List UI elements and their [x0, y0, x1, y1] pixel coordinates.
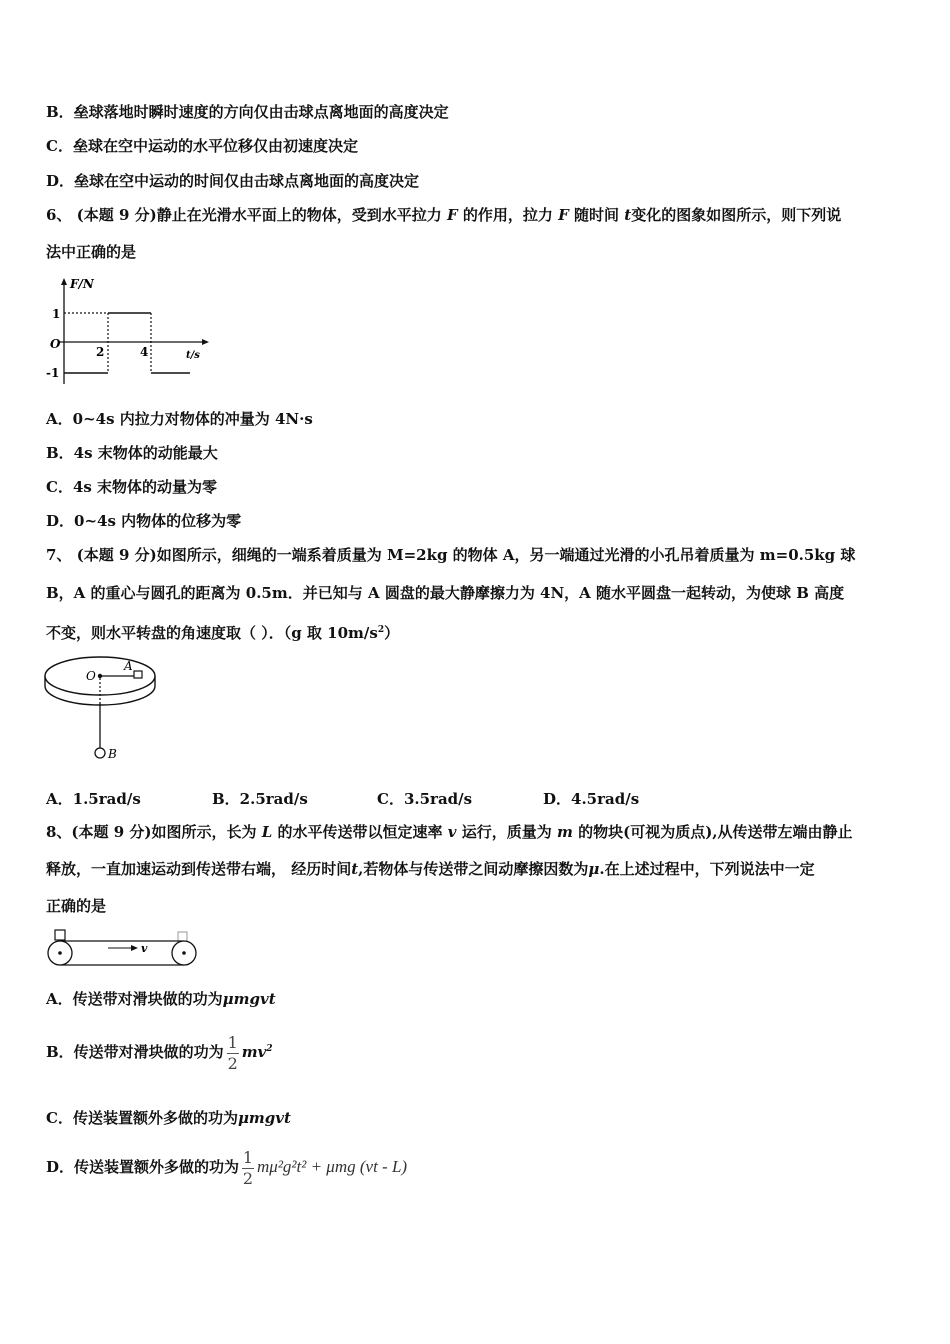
q7-option-c: C．3.5rad/s	[377, 790, 473, 808]
q6-stem-mid1: 的作用，拉力	[462, 206, 553, 224]
q6-var-f2: F	[558, 206, 569, 224]
q8-option-b-fraction	[227, 1033, 239, 1074]
q7-option-b: B．2.5rad/s	[212, 790, 308, 808]
q6-graph-x-arrow	[202, 339, 209, 345]
q6-option-c: C．4s 末物体的动量为零	[46, 478, 218, 496]
q6-graph-origin: O	[50, 337, 61, 351]
q8-stem-l2c: .在上述过程中，下列说法中一定	[599, 860, 815, 878]
q6-graph-y-neg: -1	[46, 366, 60, 380]
q8-option-c-expr: μmgvt	[237, 1109, 291, 1127]
q8-stem-line1	[46, 822, 853, 842]
q8-velocity-label: v	[141, 942, 148, 955]
q8-option-d-fraction	[242, 1148, 254, 1189]
q6-var-f: F	[446, 206, 458, 224]
q8-option-b-text: B．传送带对滑块做的功为	[46, 1043, 224, 1061]
q8-option-c-text: C．传送装置额外多做的功为	[46, 1109, 238, 1127]
q6-graph-xlabel: t/s	[186, 350, 200, 361]
q8-option-d-expr: mμ²g²t² + μmg (vt - L)	[257, 1157, 408, 1176]
q6-force-time-graph	[44, 276, 214, 388]
q8-conveyor-figure	[44, 928, 198, 968]
q8-option-d-den: 2	[242, 1168, 254, 1188]
q7-ball-b	[95, 748, 105, 758]
q8-axle-left	[58, 951, 62, 955]
q6-graph-y-arrow	[61, 278, 67, 285]
q8-stem-l1c: 运行，质量为	[461, 823, 552, 841]
q8-option-a-text: A．传送带对滑块做的功为	[46, 990, 223, 1008]
q6-graph-x-tick1: 2	[96, 345, 105, 359]
q8-option-c	[46, 1108, 291, 1128]
q6-stem-mid2: 随时间	[574, 206, 620, 224]
q7-stem-sup: 2	[377, 625, 385, 635]
q5-option-d: D．垒球在空中运动的时间仅由击球点离地面的高度决定	[46, 172, 420, 190]
q5-option-b: B．垒球落地时瞬时速度的方向仅由击球点离地面的高度决定	[46, 103, 449, 121]
q7-block-a	[134, 671, 142, 678]
q8-option-a	[46, 989, 276, 1009]
q8-axle-right	[182, 951, 186, 955]
q5-option-c: C．垒球在空中运动的水平位移仅由初速度决定	[46, 137, 358, 155]
q8-option-b-den: 2	[227, 1053, 238, 1073]
q7-stem-line1: 7、 (本题 9 分)如图所示，细绳的一端系着质量为 M=2kg 的物体 A，另一端通过光滑的小孔吊着质量为 m=0.5kg 球	[46, 546, 856, 564]
q6-var-t: t	[624, 206, 632, 224]
q7-label-o: O	[86, 669, 96, 683]
q8-var-v: v	[447, 823, 457, 841]
q6-option-d: D．0~4s 内物体的位移为零	[46, 512, 242, 530]
q8-option-b	[46, 1027, 273, 1071]
q8-option-d-text: D．传送装置额外多做的功为	[46, 1158, 240, 1176]
q7-label-a: A	[124, 659, 133, 673]
q7-stem-line3-pre: 不变，则水平转盘的角速度取（ ）．（g 取 10m/s	[46, 624, 378, 642]
q8-var-t: t	[351, 860, 359, 878]
q6-stem-line1	[46, 205, 841, 225]
q8-option-d	[46, 1145, 407, 1189]
q8-stem-l1a: 8、(本题 9 分)如图所示，长为	[46, 823, 257, 841]
q8-var-mu: μ	[588, 860, 600, 878]
q8-stem-line3: 正确的是	[46, 897, 107, 915]
q8-stem-l2b: ,若物体与传送带之间动摩擦因数为	[358, 860, 589, 878]
q8-var-m: m	[556, 823, 573, 841]
q6-stem-line2: 法中正确的是	[46, 243, 137, 261]
q6-graph-y-pos: 1	[52, 307, 61, 321]
q6-stem-pre: 6、 (本题 9 分)静止在光滑水平面上的物体，受到水平拉力	[46, 206, 442, 224]
q7-stem-line3-post: ）	[384, 624, 400, 642]
q7-label-b: B	[108, 747, 117, 761]
q6-option-b: B．4s 末物体的动能最大	[46, 444, 218, 462]
q8-block-right	[178, 932, 187, 941]
q7-option-a: A．1.5rad/s	[46, 790, 141, 808]
q8-option-b-sup: 2	[266, 1044, 273, 1054]
q8-stem-l2a: 释放，一直加速运动到传送带右端， 经历时间	[46, 860, 352, 878]
q7-turntable-figure	[42, 650, 160, 764]
q7-stem-line2: B，A 的重心与圆孔的距离为 0.5m．并已知与 A 圆盘的最大静摩擦力为 4N，A 随水平圆盘一起转动，为使球 B 高度	[46, 584, 845, 602]
q7-stem-line3	[46, 620, 399, 643]
q8-stem-l1d: 的物块(可视为质点),从传送带左端由静止	[578, 823, 853, 841]
q8-option-b-num: 1	[227, 1032, 238, 1052]
q6-graph-x-tick2: 4	[140, 345, 149, 359]
q6-option-a: A．0~4s 内拉力对物体的冲量为 4N·s	[46, 410, 313, 428]
q8-option-a-expr: μmgvt	[222, 990, 276, 1008]
q6-stem-post: 变化的图象如图所示，则下列说	[631, 206, 842, 224]
q8-option-d-num: 1	[242, 1147, 254, 1167]
q6-graph-ylabel: F/N	[70, 277, 94, 291]
q7-option-d: D．4.5rad/s	[543, 790, 640, 808]
q8-option-b-expr: mv	[241, 1043, 267, 1061]
q8-stem-l1b: 的水平传送带以恒定速率	[277, 823, 443, 841]
q8-stem-line2	[46, 859, 815, 879]
q8-var-l: L	[261, 823, 273, 841]
q8-velocity-arrow-head	[131, 945, 138, 951]
q8-block-left	[55, 930, 65, 940]
